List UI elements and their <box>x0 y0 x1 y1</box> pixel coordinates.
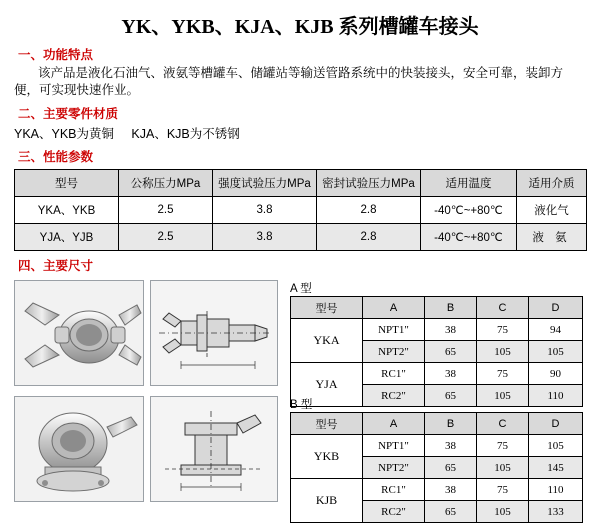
cell-strength: 3.8 <box>213 197 317 224</box>
document-page <box>0 10 600 526</box>
col-seal-pressure: 密封试验压力MPa <box>317 170 421 197</box>
section-heading-performance: 三、性能参数 <box>18 150 94 164</box>
table-row <box>291 435 583 457</box>
cell-d: 90 <box>529 363 583 385</box>
cell-seal: 2.8 <box>317 224 421 251</box>
cell-a: NPT2" <box>363 341 425 363</box>
cell-model: YKA <box>291 319 363 363</box>
col-nominal-pressure: 公称压力MPa <box>119 170 213 197</box>
cell-strength: 3.8 <box>213 224 317 251</box>
cell-medium: 液 氨 <box>517 224 587 251</box>
cell-a: NPT1" <box>363 435 425 457</box>
cell-b: 65 <box>425 385 477 407</box>
col-a: A <box>363 297 425 319</box>
cell-d: 110 <box>529 385 583 407</box>
page-title: YK、YKB、KJA、KJB 系列槽罐车接头 <box>121 16 479 38</box>
cell-model: YKA、YKB <box>15 197 119 224</box>
type-b-label: B 型 <box>290 399 313 411</box>
cell-c: 75 <box>477 435 529 457</box>
cell-nominal: 2.5 <box>119 197 213 224</box>
table-row <box>291 319 583 341</box>
features-paragraph: 该产品是液化石油气、液氨等槽罐车、储罐站等输送管路系统中的快装接头，安全可靠，装卸方便，可实现快速作业。 <box>14 66 564 97</box>
cell-b: 65 <box>425 457 477 479</box>
table-header-row <box>291 413 583 435</box>
type-a-label: A 型 <box>290 283 312 295</box>
section-heading-materials: 二、主要零件材质 <box>18 107 119 121</box>
cell-model: YJA <box>291 363 363 407</box>
cell-c: 75 <box>477 363 529 385</box>
col-medium: 适用介质 <box>517 170 587 197</box>
table-row <box>291 363 583 385</box>
cell-b: 38 <box>425 319 477 341</box>
cell-b: 65 <box>425 341 477 363</box>
col-a: A <box>363 413 425 435</box>
table-header-row <box>15 170 587 197</box>
cell-c: 105 <box>477 385 529 407</box>
col-b: B <box>425 413 477 435</box>
coupling-photo-b-graphic <box>15 397 143 501</box>
table-row <box>291 479 583 501</box>
coupling-drawing-a-graphic <box>151 281 277 385</box>
cell-temp: -40℃~+80℃ <box>421 197 517 224</box>
cell-a: RC1" <box>363 363 425 385</box>
cell-d: 133 <box>529 501 583 523</box>
cell-a: RC1" <box>363 479 425 501</box>
dimension-table-b <box>290 412 583 523</box>
cell-b: 38 <box>425 479 477 501</box>
col-d: D <box>529 413 583 435</box>
coupling-photo-b <box>14 396 144 502</box>
cell-model: YJA、YJB <box>15 224 119 251</box>
cell-model: KJB <box>291 479 363 523</box>
cell-c: 105 <box>477 341 529 363</box>
table-header-row <box>291 297 583 319</box>
section-heading-dimensions: 四、主要尺寸 <box>18 259 94 273</box>
cell-medium: 液化气 <box>517 197 587 224</box>
col-d: D <box>529 297 583 319</box>
col-temperature: 适用温度 <box>421 170 517 197</box>
coupling-photo-a <box>14 280 144 386</box>
cell-d: 105 <box>529 341 583 363</box>
dimensions-area <box>0 280 600 526</box>
table-row <box>15 224 587 251</box>
cell-d: 145 <box>529 457 583 479</box>
cell-temp: -40℃~+80℃ <box>421 224 517 251</box>
cell-a: NPT2" <box>363 457 425 479</box>
cell-a: NPT1" <box>363 319 425 341</box>
coupling-photo-a-graphic <box>15 281 143 385</box>
cell-d: 110 <box>529 479 583 501</box>
section-heading-features: 一、功能特点 <box>18 48 94 62</box>
cell-b: 38 <box>425 363 477 385</box>
cell-c: 75 <box>477 479 529 501</box>
cell-c: 75 <box>477 319 529 341</box>
materials-line: YKA、YKB为黄铜 KJA、KJB为不锈钢 <box>14 127 240 141</box>
cell-nominal: 2.5 <box>119 224 213 251</box>
cell-b: 65 <box>425 501 477 523</box>
col-c: C <box>477 297 529 319</box>
coupling-drawing-b-graphic <box>151 397 277 501</box>
coupling-drawing-b <box>150 396 278 502</box>
col-model: 型号 <box>15 170 119 197</box>
cell-seal: 2.8 <box>317 197 421 224</box>
performance-table <box>14 169 587 251</box>
col-c: C <box>477 413 529 435</box>
col-strength-pressure: 强度试验压力MPa <box>213 170 317 197</box>
dimension-table-a <box>290 296 583 407</box>
col-model: 型号 <box>291 413 363 435</box>
coupling-drawing-a <box>150 280 278 386</box>
cell-model: YKB <box>291 435 363 479</box>
cell-a: RC2" <box>363 501 425 523</box>
col-b: B <box>425 297 477 319</box>
cell-d: 94 <box>529 319 583 341</box>
table-row <box>15 197 587 224</box>
cell-c: 105 <box>477 457 529 479</box>
col-model: 型号 <box>291 297 363 319</box>
cell-d: 105 <box>529 435 583 457</box>
cell-a: RC2" <box>363 385 425 407</box>
cell-b: 38 <box>425 435 477 457</box>
cell-c: 105 <box>477 501 529 523</box>
